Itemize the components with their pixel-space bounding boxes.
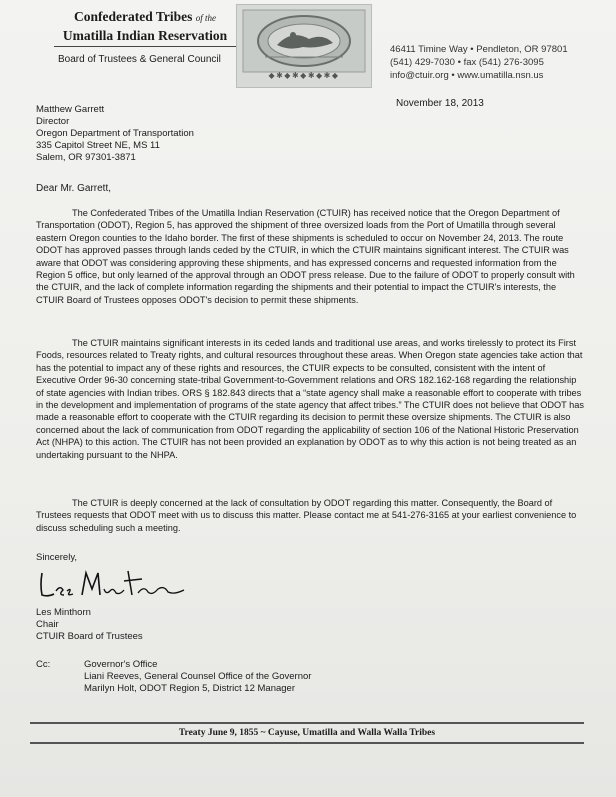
body-paragraph-2: The CTUIR maintains significant interests in its ceded lands and traditional use areas, and works tirelessly to protect its First Foods, resources related to Treaty rights, and cultural resources throughout these areas. When Oregon state agencies take action that has the potential to impact any of these rights and resources, the CTUIR expects to be consulted, consistent with the intent of Executive Order 96-30 concerning state-tribal Government-to-Government relations and ORS 182.162-168 regarding the relationship of state agencies with Indian tribes. ORS § 182.843 directs that a “state agency shall make a reasonable effort to cooperate with tribes in the development and implementation of programs of the state agency that affect tribes.” The CTUIR does not believe that ODOT has made a reasonable effort to cooperate with the CTUIR regarding its decision to permit these oversize shipments. The CTUIR is also concerned about the lack of communication from ODOT regarding the applicability of section 106 of the National Historic Preservation Act (NHPA) to this action. The CTUIR has not been provided an explanation by ODOT as to why this action is not being treated as an undertaking pursuant to the NHPA. bbox=[36, 338, 584, 460]
recipient-city: Salem, OR 97301-3871 bbox=[36, 152, 136, 163]
cc-recipient: Governor's Office bbox=[84, 659, 158, 670]
org-name-suffix: of the bbox=[195, 13, 216, 23]
handwritten-signature bbox=[34, 565, 194, 605]
board-line: Board of Trustees & General Council bbox=[58, 54, 221, 65]
body-paragraph-1: The Confederated Tribes of the Umatilla Indian Reservation (CTUIR) has received notice that the Oregon Department of Transportation (ODOT), Region 5, has approved the shipment of three oversized loads from the Port of Umatilla through several eastern Oregon counties to the Idaho border. The first of these shipments is scheduled to occur on November 24, 2013. The route ODOT has approved passes through lands ceded by the CTUIR, in which the CTUIR maintains significant interest. The CTUIR was aware that ODOT was considering approving these shipments, and has expressed concerns and requested information from the Region 5 office, but only learned of the approval through an ODOT press release. Due to the failure of ODOT to properly consult with the CTUIR, and the lack of complete information regarding the shipments and their potential to impact the CTUIR's interests, the CTUIR Board of Trustees opposes ODOT's decision to permit these shipments. bbox=[36, 208, 575, 305]
recipient-org: Oregon Department of Transportation bbox=[36, 128, 194, 139]
header-rule bbox=[54, 46, 236, 47]
recipient-block bbox=[36, 104, 194, 164]
body-paragraph-3: The CTUIR is deeply concerned at the lack of consultation by ODOT regarding this matter. Consequently, the Board of Trustees requests that ODOT meet with us to discuss this matter. Please contact me at 541-276-3165 at your earliest convenience to discuss scheduling such a meeting. bbox=[36, 498, 577, 533]
salutation: Dear Mr. Garrett, bbox=[36, 183, 112, 194]
org-name-line2: Umatilla Indian Reservation bbox=[62, 28, 228, 43]
cc-recipient: Marilyn Holt, ODOT Region 5, District 12 Manager bbox=[84, 683, 296, 694]
recipient-street: 335 Capitol Street NE, MS 11 bbox=[36, 140, 160, 151]
address-line: 46411 Timine Way • Pendleton, OR 97801 bbox=[390, 44, 568, 55]
cc-list bbox=[84, 659, 311, 695]
signer-title: Chair bbox=[36, 619, 59, 630]
recipient-name: Matthew Garrett bbox=[36, 104, 105, 115]
signer-name: Les Minthorn bbox=[36, 607, 91, 618]
closing: Sincerely, bbox=[36, 552, 78, 563]
treaty-footer: Treaty June 9, 1855 ~ Cayuse, Umatilla and Walla Walla Tribes bbox=[30, 722, 584, 744]
cc-recipient: Liani Reeves, General Counsel Office of the Governor bbox=[84, 671, 312, 682]
email-web-line: info@ctuir.org • www.umatilla.nsn.us bbox=[390, 70, 544, 81]
org-name bbox=[52, 8, 238, 44]
signer-block bbox=[36, 607, 143, 643]
cc-label: Cc: bbox=[36, 659, 51, 670]
signer-org: CTUIR Board of Trustees bbox=[36, 631, 143, 642]
seal-ornament-row: ◆✱◆✱◆✱◆✱◆ bbox=[268, 71, 340, 80]
letter-date: November 18, 2013 bbox=[396, 98, 484, 109]
contact-block bbox=[390, 43, 568, 82]
phone-fax-line: (541) 429-7030 • fax (541) 276-3095 bbox=[390, 57, 544, 68]
recipient-title: Director bbox=[36, 116, 70, 127]
org-name-line1: Confederated Tribes bbox=[74, 9, 193, 24]
